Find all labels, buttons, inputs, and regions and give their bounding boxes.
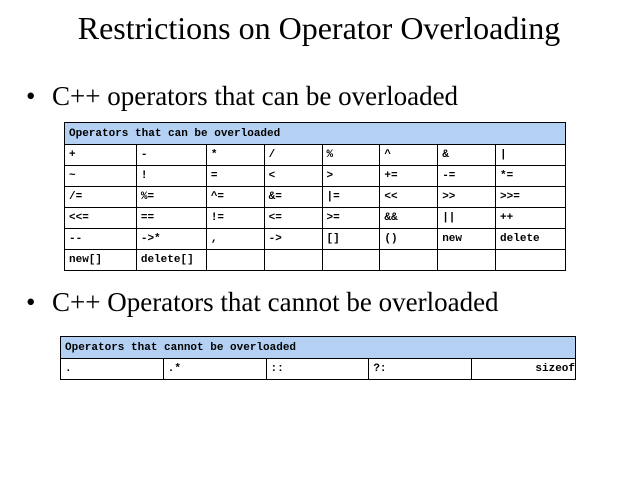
table-row [65,187,566,208]
table-cell: :: [266,359,369,380]
bullet-dot-icon: • [26,287,36,317]
table-row [61,359,576,380]
table-cell: .* [163,359,266,380]
bullet-overloadable [26,80,458,112]
table-cell: >= [322,208,380,229]
table-cell: [] [322,229,380,250]
slide-title: Restrictions on Operator Overloading [77,10,561,46]
table-header-row [61,337,576,359]
bullet-dot-icon: • [26,81,36,111]
table-row [65,229,566,250]
table-cell: << [380,187,438,208]
table-cell: sizeof [472,359,576,380]
bullet-not-overloadable [26,286,499,318]
table-cell [322,250,380,271]
table-cell: >> [438,187,496,208]
table-header-row [65,123,566,145]
table-cell: -> [264,229,322,250]
table-row [65,166,566,187]
table-cell: - [136,145,206,166]
table-cell: <= [264,208,322,229]
table-cell: += [380,166,438,187]
non-overloadable-operators-table [60,336,576,380]
table-cell: *= [496,166,566,187]
table-cell: |= [322,187,380,208]
table-cell: . [61,359,164,380]
table-cell: < [264,166,322,187]
table-cell: | [496,145,566,166]
table-cell [438,250,496,271]
table-cell: delete [496,229,566,250]
table-cell: ?: [369,359,472,380]
table-cell: ^= [206,187,264,208]
table-cell: & [438,145,496,166]
table-cell: && [380,208,438,229]
table-cell: -- [65,229,137,250]
table-cell: /= [65,187,137,208]
table-cell: &= [264,187,322,208]
table-header: Operators that cannot be overloaded [61,337,576,359]
table-cell: ++ [496,208,566,229]
bullet-text: C++ Operators that cannot be overloaded [52,287,499,317]
table-cell: , [206,229,264,250]
table-row [65,250,566,271]
table-cell: || [438,208,496,229]
table-cell: %= [136,187,206,208]
table-cell: == [136,208,206,229]
table-header: Operators that can be overloaded [65,123,566,145]
table-cell: + [65,145,137,166]
table-cell: <<= [65,208,137,229]
table-cell [264,250,322,271]
table-cell: = [206,166,264,187]
table-cell: ~ [65,166,137,187]
overloadable-operators-table [64,122,566,271]
table-cell: > [322,166,380,187]
table-cell [380,250,438,271]
table-cell [206,250,264,271]
table-cell: new [438,229,496,250]
table-cell: % [322,145,380,166]
table-cell: () [380,229,438,250]
bullet-text: C++ operators that can be overloaded [52,81,459,111]
table-cell: -= [438,166,496,187]
table-cell: ! [136,166,206,187]
table-row [65,208,566,229]
table-cell: != [206,208,264,229]
table-cell: >>= [496,187,566,208]
table-cell [496,250,566,271]
table-cell: ^ [380,145,438,166]
table-cell: * [206,145,264,166]
table-row [65,145,566,166]
table-cell: new[] [65,250,137,271]
table-cell: ->* [136,229,206,250]
table-cell: / [264,145,322,166]
table-cell: delete[] [136,250,206,271]
